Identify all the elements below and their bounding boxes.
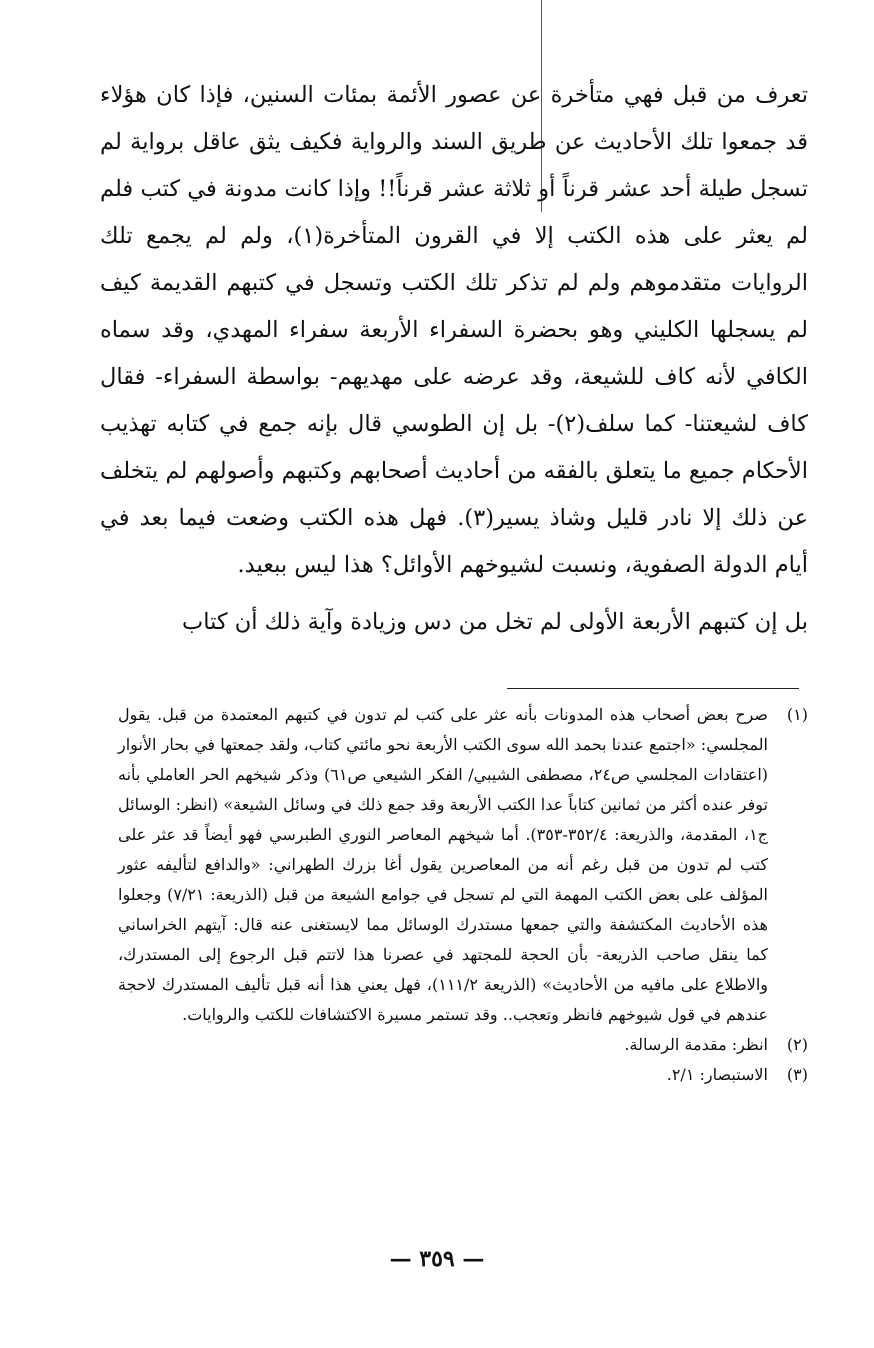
- footnote-1: [118, 700, 808, 1030]
- body-paragraph-1: تعرف من قبل فهي متأخرة عن عصور الأئمة بمئات السنين، فإذا كان هؤلاء قد جمعوا تلك الأحاديث عن طريق السند والرواية فكيف يثق عاقل برواية لم تسجل طيلة أحد عشر قرناً أو ثلاثة عشر قرناً!! وإذا كانت مدونة في كتب فلم لم يعثر على هذه الكتب إلا في القرون المتأخرة(١)، ولم لم يجمع تلك الروايات متقدموهم ولم لم تذكر تلك الكتب وتسجل في كتبهم القديمة كيف لم يسجلها الكليني وهو بحضرة السفراء الأربعة سفراء المهدي، وقد سماه الكافي لأنه كاف للشيعة، وقد عرضه على مهديهم- بواسطة السفراء- فقال كاف لشيعتنا- كما سلف(٢)- بل إن الطوسي قال بإنه جمع في كتابه تهذيب الأحكام جميع ما يتعلق بالفقه من أحاديث أصحابهم وكتبهم وأصولهم لم يتخلف عن ذلك إلا نادر قليل وشاذ يسير(٣). فهل هذه الكتب وضعت فيما بعد في أيام الدولة الصفوية، ونسبت لشيوخهم الأوائل؟ هذا ليس ببعيد.: [100, 82, 809, 578]
- body-paragraph-2: بل إن كتبهم الأربعة الأولى لم تخل من دس وزيادة وآية ذلك أن كتاب: [182, 609, 808, 635]
- footnote-text: الاستبصار: ٢/١.: [666, 1065, 768, 1084]
- footnote-text: صرح بعض أصحاب هذه المدونات بأنه عثر على كتب لم تدون في كتبهم المعتمدة من قبل. يقول المجلسي: «اجتمع عندنا بحمد الله سوى الكتب الأربعة نحو مائتي كتاب، ولقد جمعتها في بحار الأنوار (اعتقادات المجلسي ص٢٤، مصطفى الشيبي/ الفكر الشيعي ص٦١) وذكر شيخهم الحر العاملي بأنه توفر عنده أكثر من ثمانين كتاباً عدا الكتب الأربعة وقد جمع ذلك في وسائل الشيعة» (انظر: الوسائل ج١، المقدمة، والذريعة: ٣٥٢/٤-٣٥٣). أما شيخهم المعاصر النوري الطبرسي فهو أيضاً قد عثر على كتب لم تدون من قبل رغم أنه من المعاصرين يقول أغا بزرك الطهراني: «والدافع لتأليفه عثور المؤلف على بعض الكتب المهمة التي لم تسجل في جوامع الشيعة من قبل (الذريعة: ٧/٢١) وجعلوا هذه الأحاديث المكتشفة والتي جمعها مستدرك الوسائل مما لايستغنى عنه قال: آيتهم الخراساني كما ينقل صاحب الذريعة- بأن الحجة للمجتهد في عصرنا هذا لاتتم قبل الرجوع إلى المستدرك، والاطلاع على مافيه من الأحاديث» (الذريعة ١١١/٢)، فهل يعني هذا أنه قبل تأليف المستدرك لاحجة عندهم في قول شيوخهم فانظر وتعجب.. وقد تستمر مسيرة الاكتشافات للكتب والروايات.: [118, 705, 769, 1024]
- footnote-3: [118, 1060, 808, 1090]
- footnote-number: (١): [786, 705, 808, 724]
- footnote-number: (٢): [786, 1035, 808, 1054]
- footnote-2: [118, 1030, 808, 1060]
- footnote-divider: [507, 688, 799, 689]
- page-number: — ٣٥٩ —: [389, 1246, 485, 1272]
- footnote-number: (٣): [786, 1065, 808, 1084]
- main-body-text: [100, 72, 808, 646]
- footnote-text: انظر: مقدمة الرسالة.: [624, 1035, 768, 1054]
- footnotes-section: [118, 700, 808, 1090]
